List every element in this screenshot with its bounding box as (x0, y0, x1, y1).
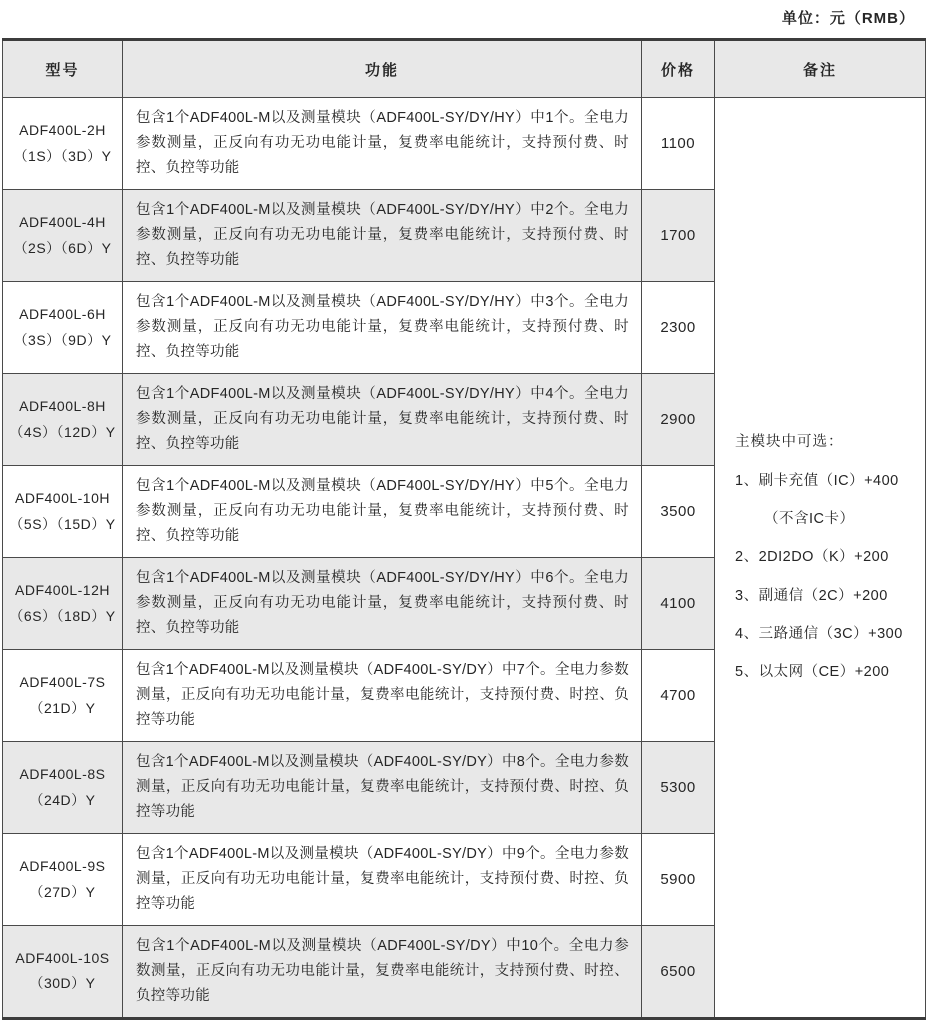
function-cell: 包含1个ADF400L-M以及测量模块（ADF400L-SY/DY/HY）中4个。全电力参数测量，正反向有功无功电能计量，复费率电能统计，支持预付费、时控、负控等功能 (123, 374, 642, 466)
model-cell (3, 742, 123, 834)
remark-item: 1、刷卡充值（IC）+400 (735, 472, 899, 489)
price-cell: 2300 (642, 282, 715, 374)
function-cell: 包含1个ADF400L-M以及测量模块（ADF400L-SY/DY/HY）中2个。全电力参数测量，正反向有功无功电能计量，复费率电能统计，支持预付费、时控、负控等功能 (123, 190, 642, 282)
model-name: ADF400L-4H (19, 213, 106, 230)
remark-item: （不含IC卡） (764, 510, 855, 527)
model-variant: （1S）（3D）Y (13, 147, 112, 164)
model-variant: （21D）Y (29, 699, 96, 716)
model-variant: （3S）（9D）Y (13, 331, 112, 348)
price-cell: 1100 (642, 98, 715, 190)
header-remark: 备注 (715, 40, 926, 98)
price-cell: 1700 (642, 190, 715, 282)
price-cell: 3500 (642, 466, 715, 558)
function-cell: 包含1个ADF400L-M以及测量模块（ADF400L-SY/DY/HY）中5个。全电力参数测量，正反向有功无功电能计量，复费率电能统计，支持预付费、时控、负控等功能 (123, 466, 642, 558)
header-model: 型号 (3, 40, 123, 98)
model-cell (3, 834, 123, 926)
price-cell: 4100 (642, 558, 715, 650)
model-variant: （6S）（18D）Y (9, 607, 116, 624)
model-name: ADF400L-12H (15, 581, 110, 598)
header-price: 价格 (642, 40, 715, 98)
price-cell: 6500 (642, 926, 715, 1019)
price-cell: 4700 (642, 650, 715, 742)
model-cell (3, 282, 123, 374)
remark-item: 4、三路通信（3C）+300 (735, 625, 903, 642)
price-cell: 5900 (642, 834, 715, 926)
price-table (2, 38, 926, 1020)
model-variant: （4S）（12D）Y (9, 423, 116, 440)
remark-cell (715, 98, 926, 1019)
function-cell: 包含1个ADF400L-M以及测量模块（ADF400L-SY/DY）中9个。全电力参数测量，正反向有功无功电能计量，复费率电能统计，支持预付费、时控、负控等功能 (123, 834, 642, 926)
table-row (3, 98, 926, 190)
model-name: ADF400L-7S (19, 673, 106, 690)
header-function: 功能 (123, 40, 642, 98)
function-cell: 包含1个ADF400L-M以及测量模块（ADF400L-SY/DY/HY）中6个。全电力参数测量，正反向有功无功电能计量，复费率电能统计，支持预付费、时控、负控等功能 (123, 558, 642, 650)
model-name: ADF400L-9S (19, 857, 106, 874)
model-cell (3, 374, 123, 466)
model-cell (3, 466, 123, 558)
model-name: ADF400L-10H (15, 489, 110, 506)
model-name: ADF400L-8S (19, 765, 106, 782)
function-cell: 包含1个ADF400L-M以及测量模块（ADF400L-SY/DY/HY）中1个。全电力参数测量，正反向有功无功电能计量，复费率电能统计，支持预付费、时控、负控等功能 (123, 98, 642, 190)
remark-item: 3、副通信（2C）+200 (735, 587, 888, 604)
function-cell: 包含1个ADF400L-M以及测量模块（ADF400L-SY/DY）中7个。全电力参数测量，正反向有功无功电能计量，复费率电能统计，支持预付费、时控、负控等功能 (123, 650, 642, 742)
model-variant: （30D）Y (29, 975, 96, 992)
model-variant: （5S）（15D）Y (9, 515, 116, 532)
model-name: ADF400L-6H (19, 305, 106, 322)
model-cell (3, 558, 123, 650)
model-variant: （2S）（6D）Y (13, 239, 112, 256)
model-cell (3, 190, 123, 282)
remark-item: 2、2DI2DO（K）+200 (735, 549, 889, 566)
model-variant: （27D）Y (29, 883, 96, 900)
model-name: ADF400L-2H (19, 121, 106, 138)
price-cell: 5300 (642, 742, 715, 834)
remark-item: 5、以太网（CE）+200 (735, 664, 890, 681)
function-cell: 包含1个ADF400L-M以及测量模块（ADF400L-SY/DY）中10个。全电力参数测量，正反向有功无功电能计量，复费率电能统计，支持预付费、时控、负控等功能 (123, 926, 642, 1019)
price-cell: 2900 (642, 374, 715, 466)
table-header (3, 40, 926, 98)
function-cell: 包含1个ADF400L-M以及测量模块（ADF400L-SY/DY/HY）中3个。全电力参数测量，正反向有功无功电能计量，复费率电能统计，支持预付费、时控、负控等功能 (123, 282, 642, 374)
remark-title: 主模块中可选： (735, 434, 844, 451)
model-name: ADF400L-10S (15, 949, 110, 966)
function-cell: 包含1个ADF400L-M以及测量模块（ADF400L-SY/DY）中8个。全电力参数测量，正反向有功无功电能计量，复费率电能统计，支持预付费、时控、负控等功能 (123, 742, 642, 834)
header-row (3, 40, 926, 98)
model-variant: （24D）Y (29, 791, 96, 808)
model-cell (3, 650, 123, 742)
unit-label: 单位：元（RMB） (781, 10, 915, 27)
model-cell (3, 926, 123, 1019)
model-cell (3, 98, 123, 190)
model-name: ADF400L-8H (19, 397, 106, 414)
